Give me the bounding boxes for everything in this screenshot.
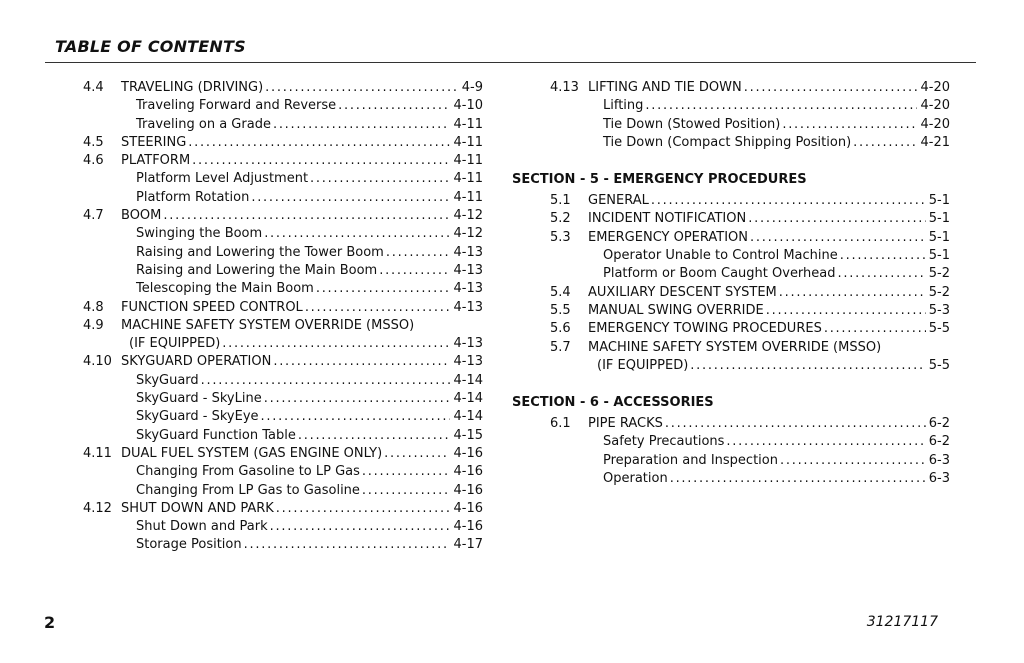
entry-title[interactable]: (IF EQUIPPED) [597,357,689,373]
entry-page-number: 4-13 [453,336,483,352]
dot-leader [305,299,451,317]
dot-leader [748,210,926,228]
entry-page-number: 5-1 [928,211,950,227]
entry-page-number: 5-2 [928,284,950,300]
toc-entry[interactable] [512,192,950,210]
dot-leader [264,225,450,243]
entry-title[interactable]: SkyGuard [136,372,199,388]
toc-entry[interactable] [83,445,483,463]
toc-subentry[interactable] [83,536,483,554]
dot-leader [744,79,918,97]
toc-subentry[interactable] [512,116,950,134]
entry-page-number: 4-13 [453,281,483,297]
dot-leader [298,427,451,445]
entry-page-number: 4-14 [453,391,483,407]
entry-title[interactable]: Raising and Lowering the Main Boom [136,262,378,278]
entry-number: 4.8 [83,299,104,315]
section-6-entries [512,415,950,488]
entry-title[interactable]: SKYGUARD OPERATION [121,354,272,370]
entry-title[interactable]: Operator Unable to Control Machine [603,248,838,264]
entry-page-number: 4-20 [920,98,950,114]
entry-number: 6.1 [550,416,571,432]
entry-page-number: 4-20 [920,80,950,95]
entry-title[interactable]: INCIDENT NOTIFICATION [588,211,747,227]
toc-entry[interactable] [512,339,950,357]
toc-entry[interactable] [83,134,483,152]
dot-leader [824,320,926,338]
entry-title[interactable]: Traveling on a Grade [136,116,271,132]
dot-leader [840,247,926,265]
entry-title[interactable]: Lifting [603,98,644,114]
entry-page-number: 6-2 [928,416,950,432]
dot-leader [645,97,917,115]
dot-leader [222,335,450,353]
dot-leader [780,452,926,470]
entry-number: 5.4 [550,284,571,300]
dot-leader [384,445,450,463]
toc-entry[interactable] [83,207,483,225]
entry-page-number: 4-13 [453,244,483,260]
section-spacer [512,375,950,394]
entry-page-number: 4-11 [453,153,483,169]
entry-title[interactable]: BOOM [121,208,162,224]
entry-page-number: 4-9 [461,80,483,95]
entry-title[interactable]: Operation [603,471,668,487]
entry-page-number: 4-13 [453,299,483,315]
toc-subentry[interactable] [512,452,950,470]
entry-page-number: 5-2 [928,266,950,282]
toc-entry[interactable] [83,335,483,353]
toc-subentry[interactable] [83,408,483,426]
entry-page-number: 4-17 [453,537,483,553]
entry-title[interactable]: TRAVELING (DRIVING) [121,80,264,95]
toc-right-top-group [512,79,950,152]
toc-subentry[interactable] [83,518,483,536]
entry-number: 4.6 [83,153,104,169]
entry-number: 4.10 [83,354,112,370]
entry-page-number: 6-3 [928,471,950,487]
toc-left-column [83,79,483,555]
entry-page-number: 4-13 [453,262,483,278]
dot-leader [270,518,451,536]
toc-entry[interactable] [83,353,483,371]
entry-title[interactable]: SkyGuard Function Table [136,427,296,443]
entry-page-number: 4-16 [453,464,483,480]
toc-entry[interactable] [512,210,950,228]
dot-leader [726,433,925,451]
entry-page-number: 5-1 [928,193,950,209]
entry-title[interactable]: Telescoping the Main Boom [136,281,314,297]
entry-number: 4.4 [83,80,104,95]
dot-leader [670,470,926,488]
entry-number: 4.9 [83,317,104,333]
dot-leader [379,262,450,280]
entry-title[interactable]: STEERING [121,134,187,150]
toc-entry[interactable] [512,229,950,247]
entry-title[interactable]: Traveling Forward and Reverse [136,98,337,114]
toc-subentry[interactable] [83,97,483,115]
entry-number: 5.6 [550,321,571,337]
footer-document-number: 31217117 [866,614,938,630]
toc-entry[interactable] [512,302,950,320]
entry-title[interactable]: Swinging the Boom [136,226,263,242]
entry-number: 4.11 [83,445,112,461]
entry-page-number: 4-13 [453,354,483,370]
toc-subentry[interactable] [83,280,483,298]
entry-title[interactable]: PIPE RACKS [588,416,663,432]
entry-page-number: 5-1 [928,229,950,245]
entry-title[interactable]: EMERGENCY OPERATION [588,229,749,245]
section-spacer [512,152,950,171]
entry-title[interactable]: FUNCTION SPEED CONTROL [121,299,303,315]
entry-title[interactable]: EMERGENCY TOWING PROCEDURES [588,321,822,337]
entry-title[interactable]: Shut Down and Park [136,519,268,535]
dot-leader [261,408,451,426]
toc-entry[interactable] [83,79,483,97]
dot-leader [276,500,451,518]
toc-subentry[interactable] [512,247,950,265]
toc-subentry[interactable] [83,482,483,500]
dot-leader [273,116,451,134]
entry-page-number: 4-11 [453,171,483,187]
entry-title[interactable]: SkyGuard - SkyEye [136,409,259,425]
entry-title[interactable]: Changing From LP Gas to Gasoline [136,482,360,498]
toc-entry[interactable] [83,152,483,170]
entry-title[interactable]: MACHINE SAFETY SYSTEM OVERRIDE (MSSO) [588,339,882,355]
dot-leader [362,482,451,500]
entry-title[interactable]: Platform or Boom Caught Overhead [603,266,836,282]
footer-page-number: 2 [44,613,56,632]
entry-page-number: 4-16 [453,445,483,461]
entry-number: 4.7 [83,208,104,224]
toc-subentry[interactable] [83,116,483,134]
entry-title[interactable]: (IF EQUIPPED) [129,336,221,352]
toc-subentry[interactable] [83,170,483,188]
toc-subentry[interactable] [512,433,950,451]
toc-entry[interactable] [83,500,483,518]
entry-title[interactable]: Tie Down (Stowed Position) [603,116,781,132]
dot-leader [779,284,926,302]
toc-entry[interactable] [83,299,483,317]
entry-title[interactable]: Changing From Gasoline to LP Gas [136,464,360,480]
toc-subentry[interactable] [83,427,483,445]
entry-title[interactable]: Preparation and Inspection [603,452,778,468]
entry-number: 5.1 [550,193,571,209]
entry-title[interactable]: AUXILIARY DESCENT SYSTEM [588,284,777,300]
entry-page-number: 5-5 [928,357,950,373]
dot-leader [750,229,926,247]
toc-subentry[interactable] [83,262,483,280]
entry-title[interactable]: Platform Rotation [136,189,250,205]
toc-entry[interactable] [512,357,950,375]
toc-right-column [512,79,950,488]
toc-entry[interactable] [512,79,950,97]
dot-leader [251,189,450,207]
dot-leader [386,244,451,262]
entry-page-number: 4-14 [453,372,483,388]
toc-subentry[interactable] [83,372,483,390]
page-header-title: TABLE OF CONTENTS [55,37,246,56]
entry-page-number: 4-21 [920,134,950,150]
section-5-entries [512,192,950,375]
dot-leader [310,170,450,188]
header-divider [45,62,976,63]
toc-subentry[interactable] [512,134,950,152]
toc-subentry[interactable] [83,244,483,262]
entry-page-number: 4-20 [920,116,950,132]
entry-title[interactable]: DUAL FUEL SYSTEM (GAS ENGINE ONLY) [121,445,383,461]
entry-title[interactable]: PLATFORM [121,153,191,169]
entry-page-number: 4-15 [453,427,483,443]
entry-page-number: 4-14 [453,409,483,425]
entry-title[interactable]: LIFTING AND TIE DOWN [588,80,742,95]
entry-number: 5.7 [550,339,571,355]
toc-subentry[interactable] [512,470,950,488]
dot-leader [838,265,926,283]
entry-page-number: 6-2 [928,434,950,450]
toc-subentry[interactable] [83,225,483,243]
dot-leader [188,134,450,152]
entry-page-number: 4-16 [453,519,483,535]
entry-title[interactable]: GENERAL [588,193,649,209]
toc-entry[interactable] [512,284,950,302]
entry-number: 5.3 [550,229,571,245]
entry-title[interactable]: Storage Position [136,537,242,553]
entry-number: 5.5 [550,302,571,318]
entry-page-number: 5-5 [928,321,950,337]
dot-leader [338,97,450,115]
toc-subentry[interactable] [83,463,483,481]
toc-subentry[interactable] [83,189,483,207]
entry-page-number: 5-3 [928,302,950,318]
dot-leader [766,302,926,320]
dot-leader [264,390,451,408]
dot-leader [201,372,451,390]
dot-leader [782,116,917,134]
toc-subentry[interactable] [83,390,483,408]
entry-page-number: 4-11 [453,116,483,132]
toc-entry[interactable] [512,415,950,433]
entry-page-number: 4-16 [453,482,483,498]
entry-title[interactable]: SkyGuard - SkyLine [136,391,262,407]
entry-page-number: 5-1 [928,248,950,264]
toc-entry[interactable] [512,320,950,338]
entry-title[interactable]: MACHINE SAFETY SYSTEM OVERRIDE (MSSO) [121,317,415,333]
dot-leader [690,357,925,375]
entry-page-number: 4-16 [453,500,483,516]
entry-number: 5.2 [550,211,571,227]
dot-leader [244,536,451,554]
entry-title[interactable]: Raising and Lowering the Tower Boom [136,244,384,260]
toc-subentry[interactable] [512,97,950,115]
dot-leader [316,280,451,298]
entry-title[interactable]: Tie Down (Compact Shipping Position) [603,134,852,150]
entry-title[interactable]: Safety Precautions [603,434,725,450]
entry-page-number: 4-12 [453,226,483,242]
dot-leader [163,207,450,225]
entry-page-number: 4-12 [453,208,483,224]
entry-title[interactable]: MANUAL SWING OVERRIDE [588,302,764,318]
section-5-heading: SECTION - 5 - EMERGENCY PROCEDURES [512,172,807,188]
dot-leader [192,152,450,170]
entry-page-number: 4-11 [453,134,483,150]
entry-title[interactable]: Platform Level Adjustment [136,171,309,187]
entry-number: 4.13 [550,80,579,95]
dot-leader [651,192,926,210]
dot-leader [362,463,451,481]
entry-number: 4.12 [83,500,112,516]
dot-leader [273,353,450,371]
dot-leader [665,415,926,433]
toc-entry[interactable] [83,317,483,335]
entry-page-number: 6-3 [928,452,950,468]
section-6-heading: SECTION - 6 - ACCESSORIES [512,395,714,411]
dot-leader [265,79,459,97]
entry-page-number: 4-11 [453,189,483,205]
entry-number: 4.5 [83,134,104,150]
toc-subentry[interactable] [512,265,950,283]
dot-leader [853,134,917,152]
entry-title[interactable]: SHUT DOWN AND PARK [121,500,274,516]
entry-page-number: 4-10 [453,98,483,114]
